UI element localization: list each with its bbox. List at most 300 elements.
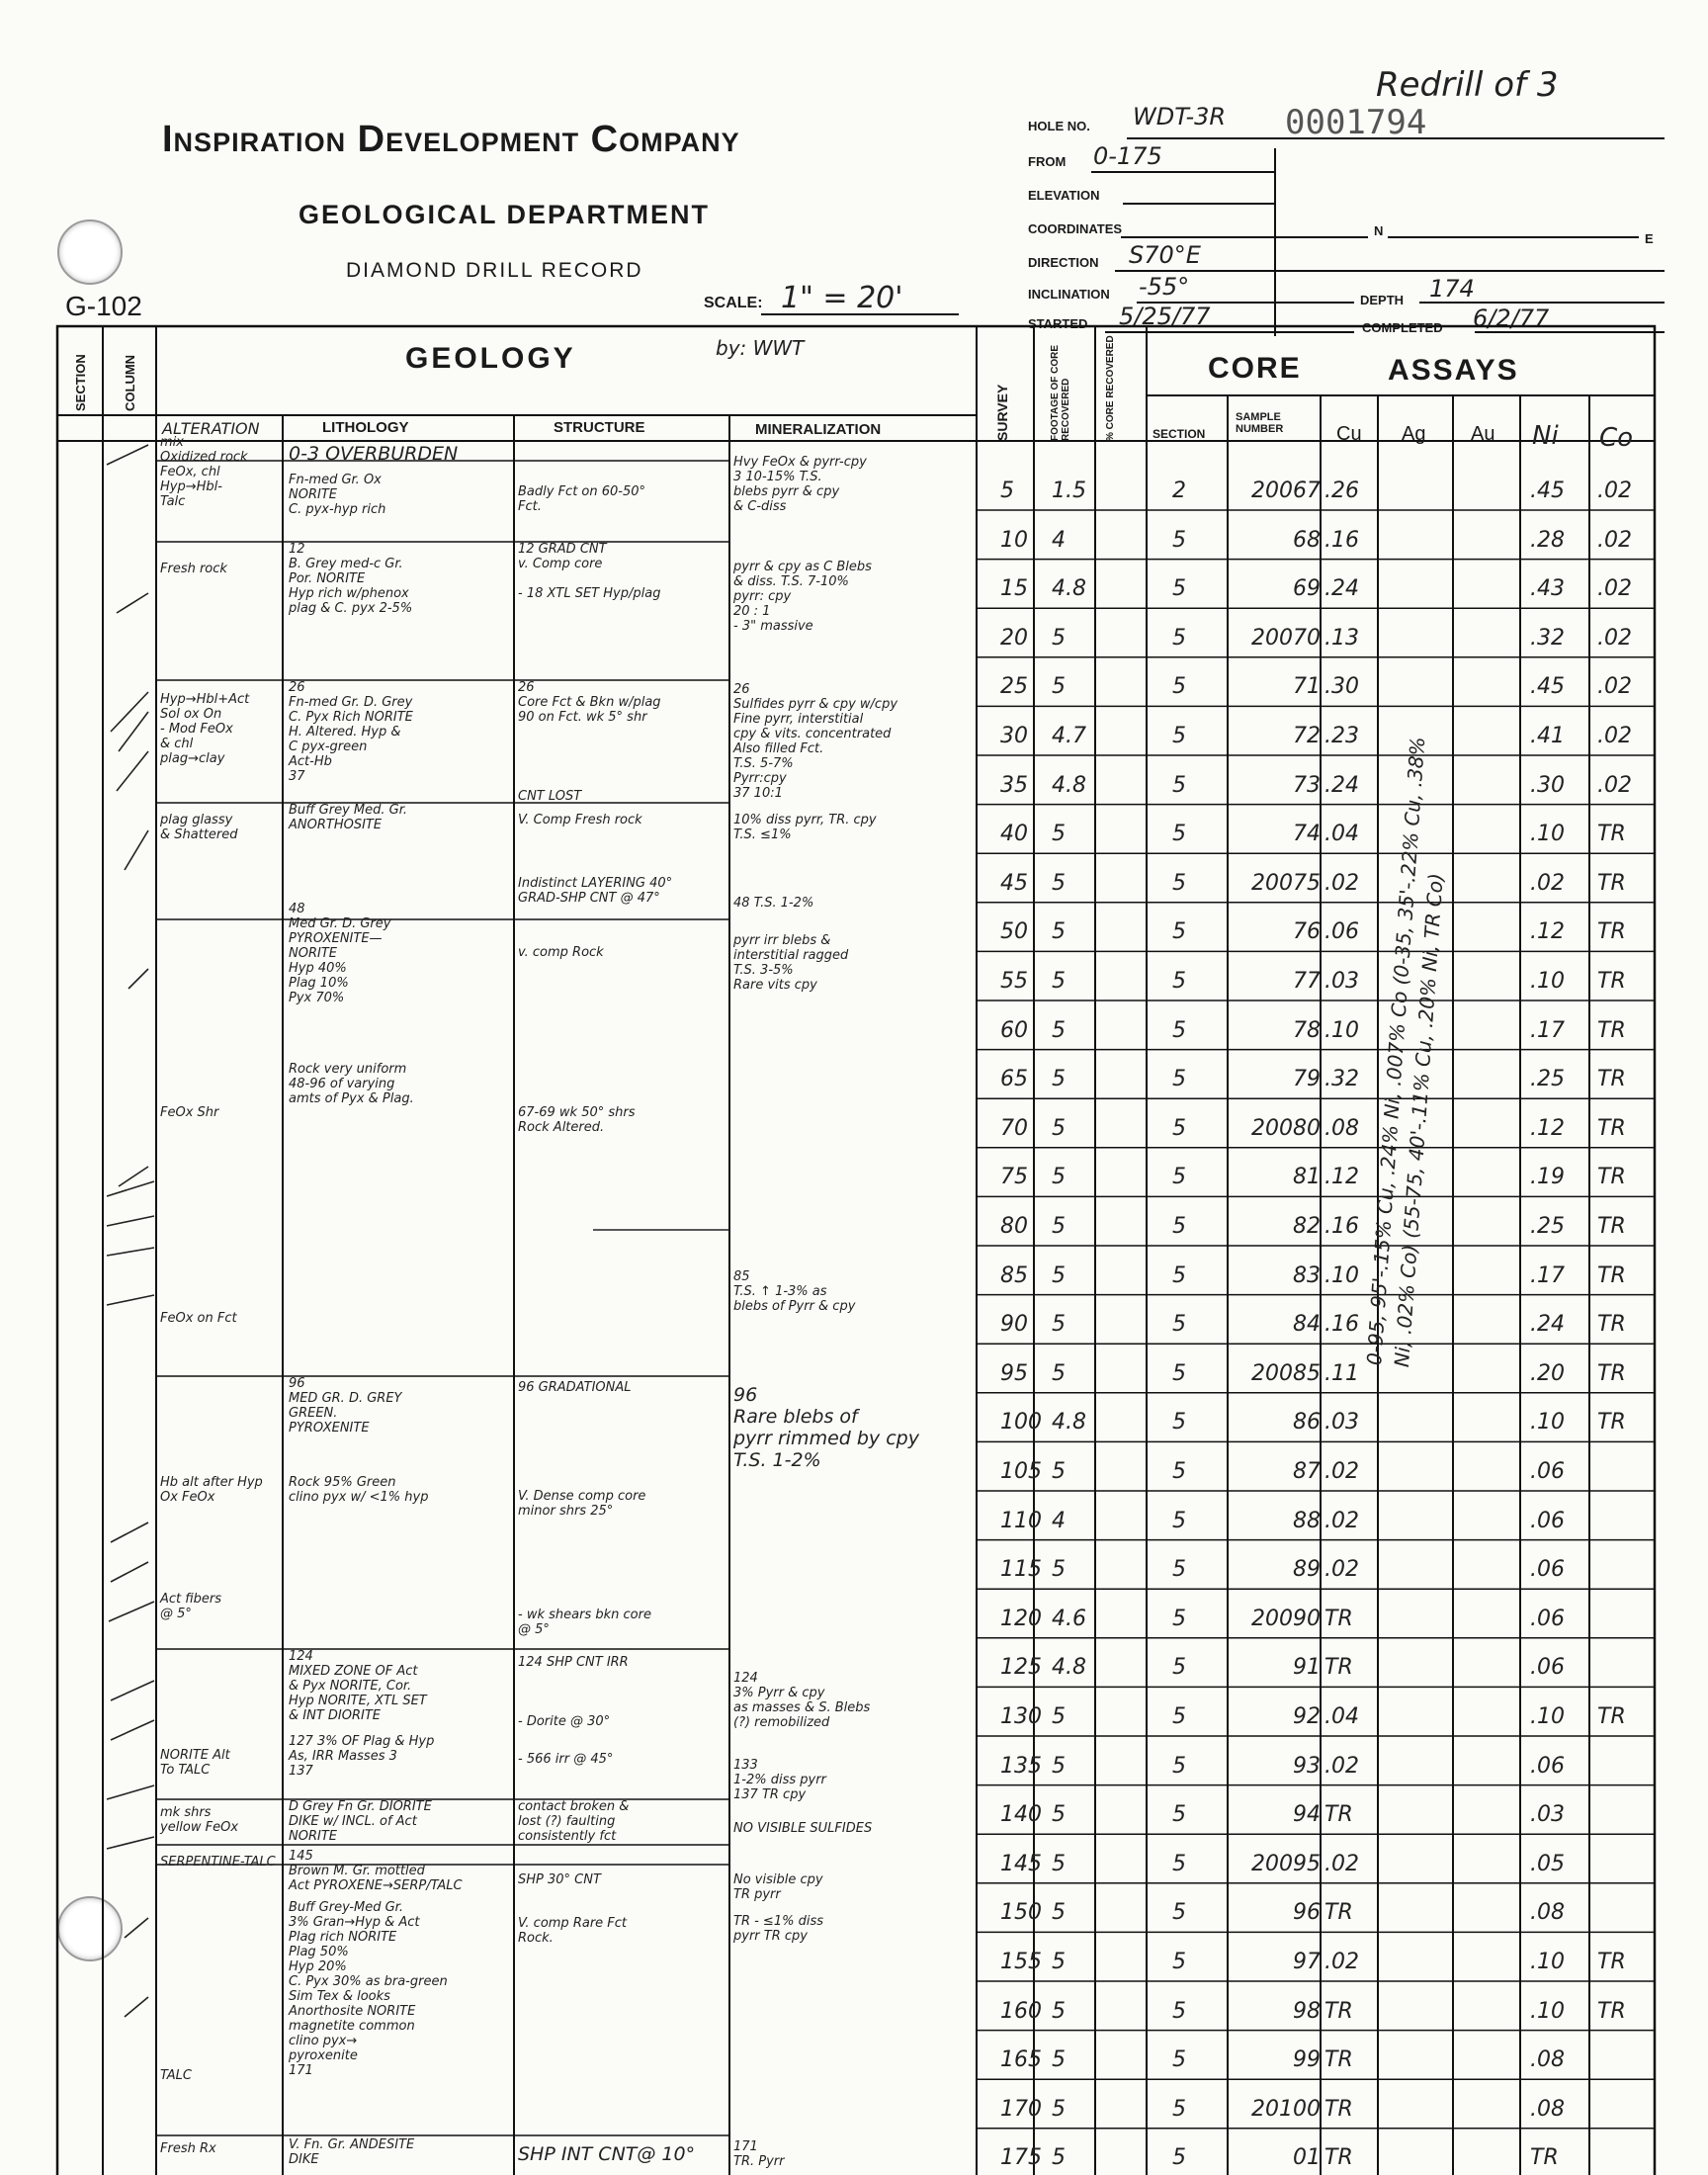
depth-cell: 60 [1000, 1017, 1028, 1043]
note-entry: Hb alt after Hyp Ox FeOx [160, 1475, 263, 1505]
note-entry: Buff Grey-Med Gr. 3% Gran→Hyp & Act Plag rich NORITE Plag 50% Hyp 20% C. Pyx 30% as bra-green Sim Tex & looks Anorthosite NORITE magnetite common clino pyx→ pyroxenite 171 [289, 1900, 448, 2078]
hole-no-label: HOLE NO. [1028, 119, 1090, 133]
started-label: STARTED [1028, 316, 1088, 331]
co-cell: TR [1597, 1067, 1626, 1092]
depth-cell: 160 [1000, 1998, 1042, 2024]
depth-cell: 140 [1000, 1802, 1042, 1828]
ni-cell: .10 [1530, 1704, 1565, 1729]
note-entry: V. comp Rare Fct Rock. [518, 1916, 628, 1946]
sample-cell: 94 [1293, 1802, 1321, 1828]
depth-cell: 40 [1000, 822, 1028, 847]
note-entry: 0-3 OVERBURDEN [289, 443, 459, 465]
ni-cell: .45 [1530, 674, 1565, 700]
sec-cell: 5 [1172, 1900, 1186, 1926]
rec-cell: 4.8 [1052, 772, 1086, 798]
sec-cell: 5 [1172, 1606, 1186, 1631]
ni-cell: .10 [1530, 1950, 1565, 1974]
structure-header: STRUCTURE [554, 419, 645, 436]
sec-cell: 5 [1172, 1115, 1186, 1141]
depth-cell: 130 [1000, 1704, 1042, 1729]
sample-cell: 96 [1293, 1900, 1321, 1926]
note-entry: D Grey Fn Gr. DIORITE DIKE w/ INCL. of Act NORITE [289, 1799, 432, 1844]
ni-cell: .17 [1530, 1017, 1565, 1043]
depth-cell: 45 [1000, 870, 1028, 896]
co-cell: .02 [1597, 674, 1632, 700]
started-value: 5/25/77 [1119, 303, 1211, 330]
co-cell: TR [1597, 1360, 1626, 1386]
ni-cell: .08 [1530, 1900, 1565, 1926]
cu-cell: .10 [1324, 1017, 1359, 1043]
assays-header: ASSAYS [1388, 354, 1519, 387]
sample-cell: 84 [1293, 1312, 1321, 1338]
note-entry: Act fibers @ 5° [160, 1592, 222, 1621]
ni-cell: TR [1530, 2145, 1559, 2171]
co-cell: TR [1597, 1017, 1626, 1043]
cu-cell: .13 [1324, 625, 1359, 651]
note-entry: Hvy FeOx & pyrr-cpy 3 10-15% T.S. blebs pyrr & cpy & C-diss [733, 455, 867, 514]
sec-cell: 5 [1172, 1851, 1186, 1876]
co-cell: .02 [1597, 527, 1632, 553]
cu-cell: .16 [1324, 1312, 1359, 1338]
cu-cell: .02 [1324, 1950, 1359, 1974]
rec-cell: 5 [1052, 1459, 1066, 1484]
note-entry: 96 Rare blebs of pyrr rimmed by cpy T.S. 1-2% [733, 1384, 919, 1471]
note-entry: pyrr & cpy as C Blebs & diss. T.S. 7-10% pyrr: cpy 20 : 1 - 3" massive [733, 560, 872, 634]
rec-cell: 5 [1052, 1851, 1066, 1876]
co-cell: TR [1597, 1165, 1626, 1190]
direction-label: DIRECTION [1028, 255, 1099, 270]
depth-value: 174 [1429, 275, 1475, 303]
sec-cell: 5 [1172, 1655, 1186, 1681]
depth-cell: 155 [1000, 1950, 1042, 1974]
note-entry: Rock 95% Green clino pyx w/ <1% hyp [289, 1475, 429, 1505]
note-entry: 96 MED GR. D. GREY GREEN. PYROXENITE [289, 1376, 402, 1436]
direction-value: S70°E [1129, 241, 1201, 269]
note-entry: 26 Fn-med Gr. D. Grey C. Pyx Rich NORITE H. Altered. Hyp & C pyx-green Act-Hb 37 [289, 680, 413, 784]
sample-cell: 87 [1293, 1459, 1321, 1484]
rec-cell: 5 [1052, 674, 1066, 700]
cu-cell: .03 [1324, 969, 1359, 994]
sec-cell: 5 [1172, 576, 1186, 602]
sec-cell: 5 [1172, 625, 1186, 651]
note-entry: V. Fn. Gr. ANDESITE DIKE [289, 2137, 415, 2167]
cu-cell: .03 [1324, 1410, 1359, 1436]
note-entry: 96 GRADATIONAL [518, 1380, 632, 1395]
co-cell: .02 [1597, 625, 1632, 651]
sample-cell: 79 [1293, 1067, 1321, 1092]
note-entry: 12 GRAD CNT v. Comp core - 18 XTL SET Hyp/plag [518, 542, 661, 601]
depth-cell: 145 [1000, 1851, 1042, 1876]
sample-cell: 89 [1293, 1557, 1321, 1583]
note-entry: contact broken & lost (?) faulting consistently fct [518, 1799, 630, 1844]
sec-cell: 5 [1172, 527, 1186, 553]
ni-cell: .06 [1530, 1753, 1565, 1779]
rec-cell: 5 [1052, 1950, 1066, 1974]
co-cell: TR [1597, 1312, 1626, 1338]
note-entry: pyrr irr blebs & interstitial ragged T.S. 3-5% Rare vits cpy [733, 933, 849, 993]
cu-cell: TR [1324, 1606, 1353, 1631]
sample-cell: 78 [1293, 1017, 1321, 1043]
core-header: CORE [1208, 352, 1302, 385]
ni-cell: .08 [1530, 2047, 1565, 2073]
note-entry: Rock very uniform 48-96 of varying amts of Pyx & Plag. [289, 1062, 414, 1106]
coordinates-label: COORDINATES [1028, 221, 1123, 236]
rec-cell: 5 [1052, 1900, 1066, 1926]
ni-cell: .30 [1530, 772, 1565, 798]
cu-cell: .08 [1324, 1115, 1359, 1141]
cu-cell: .23 [1324, 724, 1359, 748]
sec-cell: 5 [1172, 1950, 1186, 1974]
rec-cell: 5 [1052, 1802, 1066, 1828]
ni-cell: .28 [1530, 527, 1565, 553]
sec-cell: 5 [1172, 674, 1186, 700]
depth-cell: 5 [1000, 478, 1014, 503]
ni-cell: .32 [1530, 625, 1565, 651]
sec-cell: 5 [1172, 919, 1186, 945]
rec-cell: 5 [1052, 1704, 1066, 1729]
rec-cell: 5 [1052, 625, 1066, 651]
note-entry: 26 Core Fct & Bkn w/plag 90 on Fct. wk 5° shr [518, 680, 661, 725]
cu-cell: .06 [1324, 919, 1359, 945]
cu-cell: .02 [1324, 870, 1359, 896]
co-cell: TR [1597, 1950, 1626, 1974]
sample-header: SAMPLE NUMBER [1236, 411, 1284, 435]
cu-cell: .24 [1324, 576, 1359, 602]
sec-cell: 5 [1172, 1067, 1186, 1092]
sec-cell: 5 [1172, 870, 1186, 896]
cu-cell: TR [1324, 1655, 1353, 1681]
sec-cell: 5 [1172, 1312, 1186, 1338]
cu-cell: .10 [1324, 1262, 1359, 1288]
rec-cell: 4.8 [1052, 576, 1086, 602]
company-name: Inspiration Development Company [162, 119, 740, 160]
note-entry: SHP 30° CNT [518, 1872, 601, 1887]
note-entry: 48 Med Gr. D. Grey PYROXENITE— NORITE Hyp 40% Plag 10% Pyx 70% [289, 902, 391, 1005]
rec-cell: 5 [1052, 1214, 1066, 1239]
sec-cell: 5 [1172, 2096, 1186, 2122]
co-cell: TR [1597, 1214, 1626, 1239]
sec-cell: 5 [1172, 1704, 1186, 1729]
note-entry: 133 1-2% diss pyrr 137 TR cpy [733, 1758, 826, 1802]
inclination-label: INCLINATION [1028, 287, 1110, 302]
note-entry: 124 SHP CNT IRR [518, 1655, 629, 1670]
cu-cell: .30 [1324, 674, 1359, 700]
sample-cell: 20085 [1251, 1360, 1321, 1386]
co-cell: TR [1597, 919, 1626, 945]
cu-header: Cu [1336, 423, 1362, 445]
cu-cell: .16 [1324, 527, 1359, 553]
ni-cell: .19 [1530, 1165, 1565, 1190]
rec-cell: 5 [1052, 822, 1066, 847]
note-entry: 67-69 wk 50° shrs Rock Altered. [518, 1105, 636, 1135]
note-entry: mk shrs yellow FeOx [160, 1805, 239, 1835]
cu-cell: .02 [1324, 1459, 1359, 1484]
depth-cell: 70 [1000, 1115, 1028, 1141]
cu-cell: TR [1324, 1998, 1353, 2024]
ni-cell: .45 [1530, 478, 1565, 503]
co-cell: .02 [1597, 724, 1632, 748]
note-entry: - 566 irr @ 45° [518, 1752, 614, 1767]
rec-cell: 5 [1052, 2145, 1066, 2171]
sample-cell: 74 [1293, 822, 1321, 847]
sec-cell: 5 [1172, 1360, 1186, 1386]
rec-cell: 5 [1052, 1557, 1066, 1583]
ni-cell: .17 [1530, 1262, 1565, 1288]
redrill-note: Redrill of 3 [1376, 65, 1559, 105]
sample-cell: 83 [1293, 1262, 1321, 1288]
co-header: Co [1599, 423, 1634, 453]
sec-cell: 5 [1172, 772, 1186, 798]
co-cell: TR [1597, 1262, 1626, 1288]
depth-cell: 125 [1000, 1655, 1042, 1681]
sec-cell: 5 [1172, 1214, 1186, 1239]
depth-cell: 65 [1000, 1067, 1028, 1092]
cu-cell: .12 [1324, 1165, 1359, 1190]
sample-cell: 99 [1293, 2047, 1321, 2073]
note-entry: SERPENTINE-TALC [160, 1855, 276, 1870]
sec-cell: 5 [1172, 1557, 1186, 1583]
note-entry: No visible cpy TR pyrr [733, 1872, 823, 1902]
ni-cell: .25 [1530, 1214, 1565, 1239]
ni-cell: .08 [1530, 2096, 1565, 2122]
co-cell: TR [1597, 1704, 1626, 1729]
sample-cell: 76 [1293, 919, 1321, 945]
note-entry: 127 3% OF Plag & Hyp As, IRR Masses 3 137 [289, 1734, 435, 1779]
sec-cell: 5 [1172, 1459, 1186, 1484]
inclination-value: -55° [1139, 273, 1190, 301]
cu-cell: .02 [1324, 1753, 1359, 1779]
depth-cell: 100 [1000, 1410, 1042, 1436]
sample-cell: 20067 [1251, 478, 1321, 503]
co-cell: TR [1597, 1410, 1626, 1436]
cu-cell: .02 [1324, 1851, 1359, 1876]
section2-header: SECTION [1153, 427, 1206, 441]
sample-cell: 92 [1293, 1704, 1321, 1729]
ni-cell: .20 [1530, 1360, 1565, 1386]
note-entry: v. comp Rock [518, 945, 604, 960]
sample-cell: 97 [1293, 1950, 1321, 1974]
note-entry: 145 Brown M. Gr. mottled Act PYROXENE→SERP/TALC [289, 1849, 463, 1893]
ni-cell: .06 [1530, 1459, 1565, 1484]
record-title: DIAMOND DRILL RECORD [346, 259, 643, 282]
composite-note: 0-95, 95'-.15% Cu, .24% Ni, .007% Co (0-35, 35'-.22% Cu, .38% Ni, .02% Co) (55-75, 40'-.11% Cu, .20% Ni, TR Co) [1361, 736, 1448, 1368]
depth-cell: 35 [1000, 772, 1028, 798]
sec-cell: 5 [1172, 1017, 1186, 1043]
sec-cell: 5 [1172, 1508, 1186, 1533]
ni-cell: .41 [1530, 724, 1565, 748]
rec-cell: 5 [1052, 1017, 1066, 1043]
completed-value: 6/2/77 [1473, 304, 1550, 332]
sample-cell: 01 [1293, 2145, 1321, 2171]
depth-cell: 120 [1000, 1606, 1042, 1631]
depth-cell: 15 [1000, 576, 1028, 602]
rec-cell: 5 [1052, 1067, 1066, 1092]
depth-cell: 170 [1000, 2096, 1042, 2122]
ni-cell: .06 [1530, 1557, 1565, 1583]
department-name: GEOLOGICAL DEPARTMENT [299, 200, 711, 229]
note-entry: SHP INT CNT@ 10° [518, 2143, 696, 2165]
rec-cell: 5 [1052, 2096, 1066, 2122]
sec-cell: 2 [1172, 478, 1186, 503]
note-entry: FeOx on Fct [160, 1311, 237, 1326]
rec-cell: 1.5 [1052, 478, 1086, 503]
sample-cell: 69 [1293, 576, 1321, 602]
ni-cell: .06 [1530, 1508, 1565, 1533]
sample-cell: 77 [1293, 969, 1321, 994]
depth-cell: 110 [1000, 1508, 1042, 1533]
note-entry: TR - ≤1% diss pyrr TR cpy [733, 1914, 823, 1944]
sec-cell: 5 [1172, 1802, 1186, 1828]
cu-cell: .24 [1324, 772, 1359, 798]
note-entry: mix Oxidized rock [160, 435, 248, 465]
sample-cell: 88 [1293, 1508, 1321, 1533]
note-entry: Fn-med Gr. Ox NORITE C. pyx-hyp rich [289, 473, 386, 517]
survey-header: SURVEY [994, 384, 1010, 441]
ni-cell: .03 [1530, 1802, 1565, 1828]
sample-cell: 68 [1293, 527, 1321, 553]
sample-cell: 20070 [1251, 625, 1321, 651]
ni-header: Ni [1532, 421, 1559, 451]
sec-cell: 5 [1172, 2047, 1186, 2073]
sec-cell: 5 [1172, 1262, 1186, 1288]
form-code: G-102 [65, 291, 142, 321]
co-cell: .02 [1597, 478, 1632, 503]
note-entry: NO VISIBLE SULFIDES [733, 1821, 873, 1836]
sample-cell: 82 [1293, 1214, 1321, 1239]
pct-core-header: % CORE RECOVERED [1105, 335, 1116, 441]
depth-label: DEPTH [1360, 293, 1405, 307]
from-label: FROM [1028, 154, 1067, 169]
depth-cell: 105 [1000, 1459, 1042, 1484]
note-entry: FeOx, chl Hyp→Hbl- Talc [160, 465, 222, 509]
ni-cell: .25 [1530, 1067, 1565, 1092]
column-header: COLUMN [123, 354, 137, 411]
hole-no-stamp: 0001794 [1285, 103, 1427, 142]
scale-by: by: WWT [716, 336, 805, 360]
rec-cell: 5 [1052, 1312, 1066, 1338]
rec-cell: 4 [1052, 527, 1066, 553]
sec-cell: 5 [1172, 2145, 1186, 2171]
rec-cell: 4.6 [1052, 1606, 1086, 1631]
cu-cell: TR [1324, 2096, 1353, 2122]
sec-cell: 5 [1172, 1165, 1186, 1190]
coordinates-e: E [1645, 231, 1654, 246]
hole-no-value: WDT-3R [1133, 103, 1227, 130]
depth-cell: 150 [1000, 1900, 1042, 1926]
cu-cell: TR [1324, 2145, 1353, 2171]
sample-cell: 20090 [1251, 1606, 1321, 1631]
rec-cell: 4 [1052, 1508, 1066, 1533]
note-entry: Indistinct LAYERING 40° GRAD-SHP CNT @ 47° [518, 876, 673, 906]
lithology-header: LITHOLOGY [322, 419, 409, 436]
ni-cell: .12 [1530, 1115, 1565, 1141]
ni-cell: .10 [1530, 1998, 1565, 2024]
depth-cell: 90 [1000, 1312, 1028, 1338]
ni-cell: .10 [1530, 822, 1565, 847]
depth-cell: 25 [1000, 674, 1028, 700]
note-entry: V. Dense comp core minor shrs 25° [518, 1489, 646, 1519]
cu-cell: TR [1324, 1900, 1353, 1926]
co-cell: TR [1597, 969, 1626, 994]
ni-cell: .10 [1530, 1410, 1565, 1436]
cu-cell: .02 [1324, 1508, 1359, 1533]
depth-cell: 165 [1000, 2047, 1042, 2073]
sample-cell: 98 [1293, 1998, 1321, 2024]
rec-cell: 5 [1052, 1165, 1066, 1190]
note-entry: 26 Sulfides pyrr & cpy w/cpy Fine pyrr, interstitial cpy & vits. concentrated Also filled Fct. T.S. 5-7% Pyrr:cpy 37 10:1 [733, 682, 898, 801]
note-entry: 85 T.S. ↑ 1-3% as blebs of Pyrr & cpy [733, 1269, 856, 1314]
cu-cell: TR [1324, 2047, 1353, 2073]
depth-cell: 80 [1000, 1214, 1028, 1239]
depth-cell: 10 [1000, 527, 1028, 553]
ni-cell: .06 [1530, 1655, 1565, 1681]
note-entry: V. Comp Fresh rock [518, 813, 642, 827]
co-cell: TR [1597, 822, 1626, 847]
note-entry: 124 3% Pyrr & cpy as masses & S. Blebs (?) remobilized [733, 1671, 871, 1730]
depth-cell: 85 [1000, 1262, 1028, 1288]
rec-cell: 5 [1052, 1753, 1066, 1779]
rec-cell: 5 [1052, 1360, 1066, 1386]
depth-cell: 75 [1000, 1165, 1028, 1190]
note-entry: NORITE Alt To TALC [160, 1748, 230, 1778]
depth-cell: 175 [1000, 2145, 1042, 2171]
cu-cell: .02 [1324, 1557, 1359, 1583]
note-entry: 12 B. Grey med-c Gr. Por. NORITE Hyp rich w/phenox plag & C. pyx 2-5% [289, 542, 413, 616]
cu-cell: .04 [1324, 1704, 1359, 1729]
sample-cell: 93 [1293, 1753, 1321, 1779]
footage-header: FOOTAGE OF CORE RECOVERED [1050, 344, 1071, 441]
sample-cell: 20100 [1251, 2096, 1321, 2122]
note-entry: 171 TR. Pyrr [733, 2139, 785, 2169]
cu-cell: TR [1324, 1802, 1353, 1828]
rec-cell: 5 [1052, 1262, 1066, 1288]
scale-value: 1" = 20' [781, 281, 903, 315]
mineralization-header: MINERALIZATION [755, 421, 882, 438]
sample-cell: 73 [1293, 772, 1321, 798]
note-entry: - Dorite @ 30° [518, 1714, 611, 1729]
note-entry: 124 MIXED ZONE OF Act & Pyx NORITE, Cor. Hyp NORITE, XTL SET & INT DIORITE [289, 1649, 427, 1723]
sample-cell: 20080 [1251, 1115, 1321, 1141]
depth-cell: 30 [1000, 724, 1028, 748]
note-entry: Badly Fct on 60-50° Fct. [518, 484, 646, 514]
cu-cell: .16 [1324, 1214, 1359, 1239]
sec-cell: 5 [1172, 724, 1186, 748]
scale-label: SCALE: [704, 295, 763, 311]
co-cell: .02 [1597, 772, 1632, 798]
completed-label: COMPLETED [1362, 320, 1443, 335]
sec-cell: 5 [1172, 822, 1186, 847]
rec-cell: 5 [1052, 919, 1066, 945]
note-entry: CNT LOST [518, 789, 582, 804]
depth-cell: 135 [1000, 1753, 1042, 1779]
elevation-label: ELEVATION [1028, 188, 1100, 203]
cu-cell: .04 [1324, 822, 1359, 847]
coordinates-n: N [1374, 223, 1384, 238]
sample-cell: 86 [1293, 1410, 1321, 1436]
ni-cell: .10 [1530, 969, 1565, 994]
sample-cell: 20075 [1251, 870, 1321, 896]
note-entry: Buff Grey Med. Gr. ANORTHOSITE [289, 803, 408, 832]
rec-cell: 4.8 [1052, 1655, 1086, 1681]
section-header: SECTION [73, 354, 88, 411]
cu-cell: .26 [1324, 478, 1359, 503]
depth-cell: 50 [1000, 919, 1028, 945]
cu-cell: .11 [1324, 1360, 1359, 1386]
depth-cell: 115 [1000, 1557, 1042, 1583]
note-entry: Fresh Rx [160, 2141, 216, 2156]
sample-cell: 71 [1293, 674, 1321, 700]
rec-cell: 5 [1052, 969, 1066, 994]
